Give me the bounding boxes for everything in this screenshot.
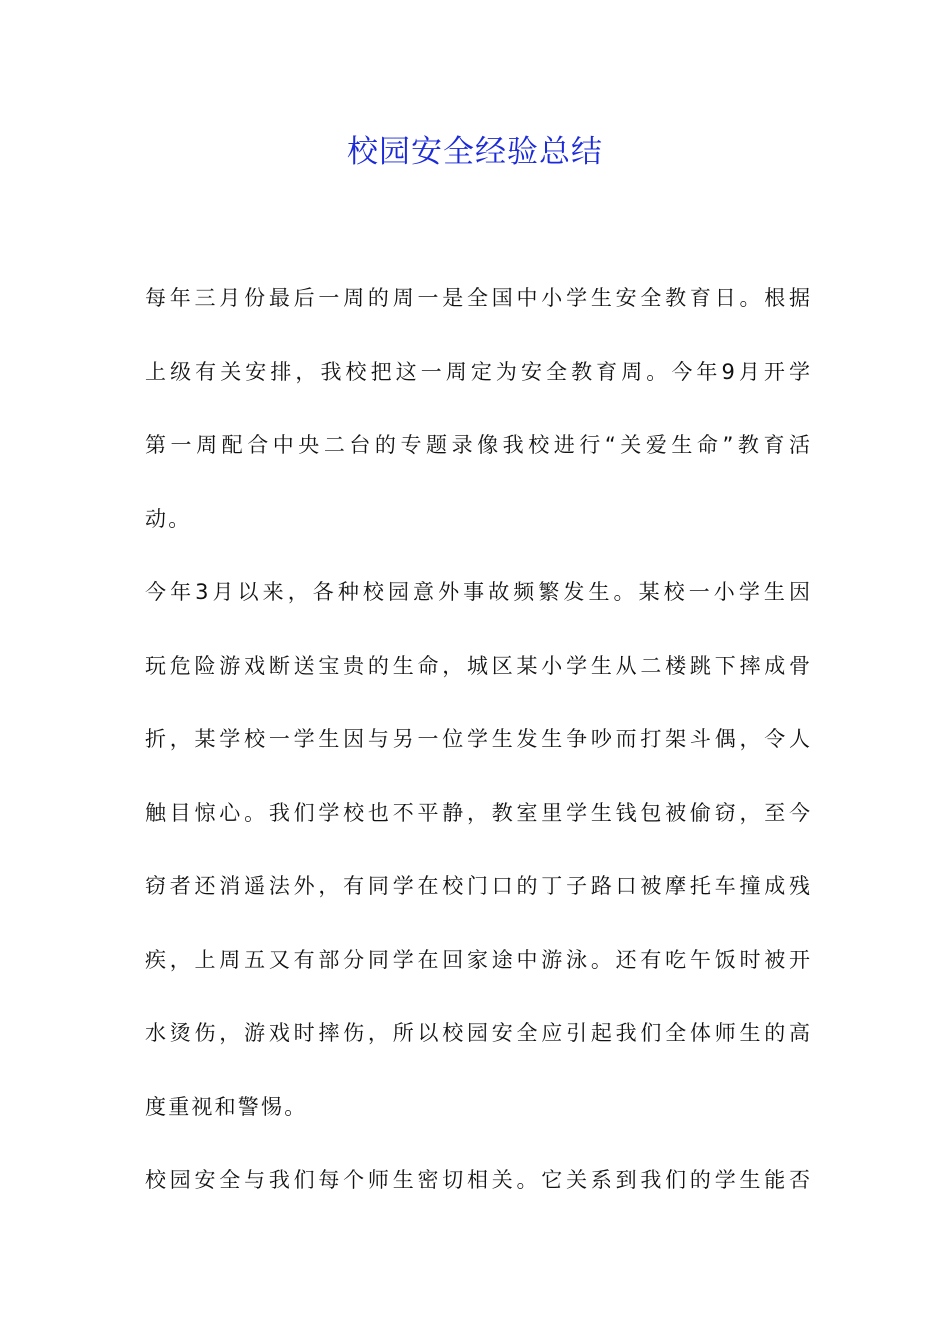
paragraph-2-line-1: 今年3月以来，各种校园意外事故频繁发生。某校一小学生因 [145, 580, 810, 604]
paragraph-2-line-6: 疾，上周五又有部分同学在回家途中游泳。还有吃午饭时被开 [145, 947, 810, 972]
paragraph-2-line-5: 窃者还消遥法外，有同学在校门口的丁子路口被摩托车撞成残 [145, 874, 810, 898]
paragraph-1-line-1: 每年三月份最后一周的周一是全国中小学生安全教育日。根据 [145, 286, 810, 310]
paragraph-1-line-4: 动。 [145, 506, 192, 531]
paragraph-2-line-8: 度重视和警惕。 [145, 1094, 308, 1119]
document-title: 校园安全经验总结 [347, 134, 603, 170]
paragraph-3-line-1: 校园安全与我们每个师生密切相关。它关系到我们的学生能否 [145, 1168, 810, 1192]
paragraph-2-line-3: 折，某学校一学生因与另一位学生发生争吵而打架斗偶，令人 [145, 727, 810, 751]
document-body [145, 262, 810, 1218]
paragraph-1-line-2: 上级有关安排，我校把这一周定为安全教育周。今年9月开学 [145, 359, 810, 384]
paragraph-2-line-4: 触目惊心。我们学校也不平静，教室里学生钱包被偷窃，至今 [145, 800, 810, 825]
paragraph-2-line-2: 玩危险游戏断送宝贵的生命，城区某小学生从二楼跳下摔成骨 [145, 653, 810, 678]
paragraph-2-line-7: 水烫伤，游戏时摔伤，所以校园安全应引起我们全体师生的高 [145, 1021, 810, 1045]
paragraph-1-line-3: 第一周配合中央二台的专题录像我校进行“关爱生命”教育活 [145, 433, 810, 457]
